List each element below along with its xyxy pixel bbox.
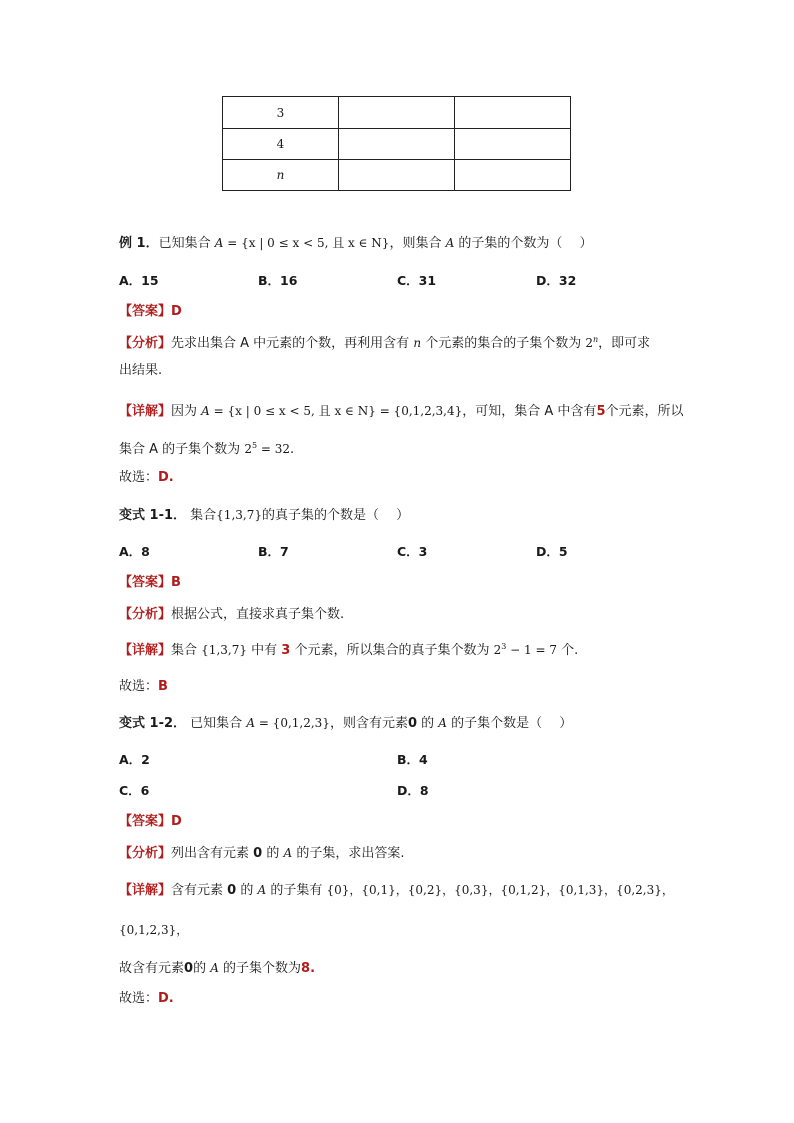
ex1-option-c: C．31: [397, 273, 437, 288]
table-cell: [339, 129, 455, 160]
var11-option-d: D．5: [536, 544, 568, 559]
var12-detail-cont: {0,1,2,3}，: [119, 923, 189, 937]
ex1-option-a: A．15: [119, 273, 159, 288]
var12-analysis: 【分析】列出含有元素 0 的 A 的子集，求出答案.: [119, 846, 405, 861]
ex1-label: 例 1．: [119, 236, 159, 251]
table-cell: [455, 97, 571, 129]
var11-option-b: B．7: [258, 544, 289, 559]
table-cell: [455, 129, 571, 160]
var11-analysis: 【分析】根据公式，直接求真子集个数.: [119, 607, 345, 622]
var11-question: 变式 1-1． 集合{1,3,7}的真子集的个数是（ ）: [119, 508, 410, 523]
ex1-answer: 【答案】D: [119, 304, 182, 319]
ex1-detail: 【详解】因为 A = {x | 0 ≤ x < 5, 且 x ∈ N} = {0,1,2,3,4}，可知，集合 A 中含有5个元素，所以: [119, 404, 684, 419]
var12-option-b: B．4: [397, 752, 428, 767]
ex1-analysis-cont: 出结果.: [119, 363, 163, 378]
ex1-set-expr: A = {x | 0 ≤ x < 5, 且 x ∈ N}: [214, 236, 390, 250]
ex1-question: 例 1．已知集合 A = {x | 0 ≤ x < 5, 且 x ∈ N}，则集合 A 的子集的个数为（ ）: [119, 236, 593, 251]
var12-option-c: C．6: [119, 783, 150, 798]
var11-detail: 【详解】集合 {1,3,7} 中有 3 个元素，所以集合的真子集个数为 $2^3 - 1 = 7$ 个.: [119, 642, 579, 658]
ex1-option-b: B．16: [258, 273, 298, 288]
table-cell: 4: [223, 129, 339, 160]
var12-conclusion: 故选：D.: [119, 991, 174, 1006]
var12-label: 变式 1-2．: [119, 716, 187, 731]
ex1-detail-cont: 集合 A 的子集个数为 $2^5 = 32$.: [119, 441, 295, 457]
var12-answer: 【答案】D: [119, 814, 182, 829]
table-row: [223, 97, 571, 129]
var12-summary: 故含有元素0的 A 的子集个数为8.: [119, 961, 316, 976]
subset-count-table: [222, 96, 571, 191]
ex1-conclusion: 故选：D.: [119, 470, 174, 485]
var11-conclusion: 故选：B: [119, 679, 168, 694]
var12-detail: 【详解】含有元素 0 的 A 的子集有 {0}，{0,1}，{0,2}，{0,3}，{0,1,2}，{0,1,3}，{0,2,3}，: [119, 883, 674, 898]
ex1-analysis: 【分析】先求出集合 A 中元素的个数，再利用含有 n 个元素的集合的子集个数为 2$^n$，即可求: [119, 335, 651, 351]
table-row: [223, 129, 571, 160]
table-cell: 3: [223, 97, 339, 129]
table-row: [223, 160, 571, 191]
var12-question: 变式 1-2． 已知集合 A = {0,1,2,3}，则含有元素0 的 A 的子集个数是（ ）: [119, 716, 573, 731]
table-cell: [339, 160, 455, 191]
table-cell: n: [223, 160, 339, 191]
var11-option-c: C．3: [397, 544, 428, 559]
var11-option-a: A．8: [119, 544, 150, 559]
table-cell: [339, 97, 455, 129]
var11-answer: 【答案】B: [119, 575, 181, 590]
ex1-option-d: D．32: [536, 273, 577, 288]
var12-option-d: D．8: [397, 783, 429, 798]
table-cell: [455, 160, 571, 191]
var11-label: 变式 1-1．: [119, 508, 187, 523]
var12-option-a: A．2: [119, 752, 150, 767]
